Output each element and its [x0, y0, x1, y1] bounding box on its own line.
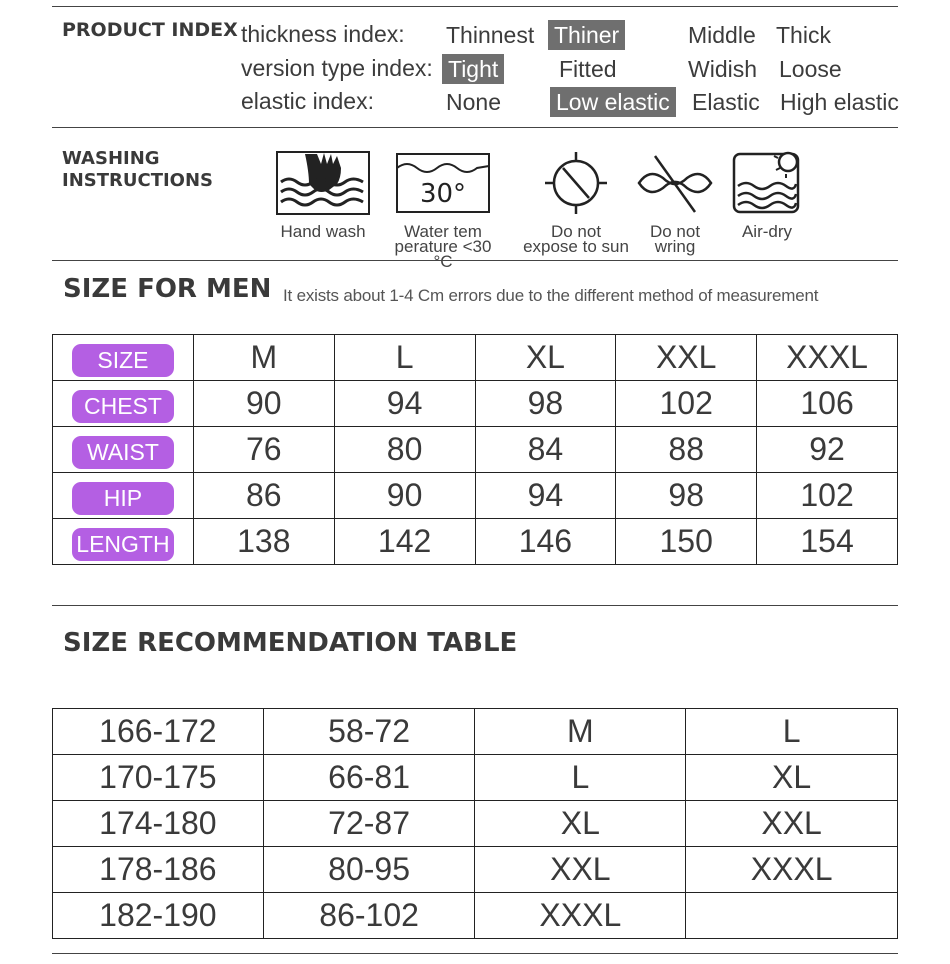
- size-for-men-title: SIZE FOR MEN: [63, 274, 272, 304]
- table-row: [53, 847, 898, 893]
- table-cell: 76: [193, 427, 334, 473]
- table-cell: 80: [334, 427, 475, 473]
- table-cell: 94: [475, 473, 616, 519]
- wash-item-hand-wash: [268, 150, 378, 239]
- row-label-cell: [53, 473, 194, 519]
- table-cell: 94: [334, 381, 475, 427]
- size-header-xxl: XXL: [616, 335, 757, 381]
- wash-item-no-sun: [521, 150, 631, 254]
- version-option-tight: Tight: [442, 54, 504, 84]
- size-for-men-table: [52, 334, 898, 565]
- height-cell: 174-180: [53, 801, 264, 847]
- table-row: [53, 755, 898, 801]
- water-temperature-label: Water tem perature <30 °C: [394, 222, 492, 271]
- size-recommendation-title: SIZE RECOMMENDATION TABLE: [63, 628, 518, 658]
- weight-cell: 58-72: [263, 709, 475, 755]
- bottom-divider: [52, 953, 898, 954]
- thickness-option-thiner: Thiner: [548, 20, 625, 50]
- washing-title-line2: INSTRUCTIONS: [62, 170, 213, 191]
- size-cell: XXL: [475, 847, 686, 893]
- table-cell: 86: [193, 473, 334, 519]
- hand-wash-label: Hand wash: [280, 222, 366, 241]
- top-divider: [52, 6, 898, 7]
- table-row: [53, 709, 898, 755]
- size-cell: XL: [475, 801, 686, 847]
- size-header-pill: SIZE: [72, 344, 174, 377]
- table-cell: 106: [757, 381, 898, 427]
- row-label-cell: [53, 519, 194, 565]
- table-row: [53, 381, 898, 427]
- weight-cell: 72-87: [263, 801, 475, 847]
- alt-size-cell: XXL: [686, 801, 898, 847]
- no-wring-icon: [635, 150, 715, 216]
- hip-pill: HIP: [72, 482, 174, 515]
- size-recommendation-table: [52, 708, 898, 939]
- table-cell: 154: [757, 519, 898, 565]
- table-cell: 90: [334, 473, 475, 519]
- table-cell: 92: [757, 427, 898, 473]
- size-header-l: L: [334, 335, 475, 381]
- height-cell: 170-175: [53, 755, 264, 801]
- size-header-row: [53, 335, 898, 381]
- wash-item-water-temperature: [388, 150, 498, 269]
- table-cell: 142: [334, 519, 475, 565]
- table-cell: 88: [616, 427, 757, 473]
- alt-size-cell: L: [686, 709, 898, 755]
- length-pill: LENGTH: [72, 528, 174, 561]
- wash-item-air-dry: [712, 150, 822, 239]
- version-type-index-label: version type index:: [241, 55, 433, 81]
- thickness-option-middle: Middle: [688, 22, 756, 48]
- table-cell: 98: [616, 473, 757, 519]
- measurement-note: It exists about 1-4 Cm errors due to the different method of measurement: [283, 286, 819, 305]
- no-wring-label: Do not wring: [649, 222, 701, 256]
- no-sun-icon: [543, 150, 609, 216]
- size-men-divider: [52, 605, 898, 606]
- weight-cell: 86-102: [263, 893, 475, 939]
- alt-size-cell: XL: [686, 755, 898, 801]
- size-header-xl: XL: [475, 335, 616, 381]
- elastic-option-none: None: [446, 89, 501, 115]
- water-temp-value: 30°: [419, 179, 467, 209]
- table-cell: 98: [475, 381, 616, 427]
- table-cell: 84: [475, 427, 616, 473]
- version-option-widish: Widish: [688, 56, 758, 82]
- size-cell: XXXL: [475, 893, 686, 939]
- table-cell: 90: [193, 381, 334, 427]
- thickness-index-label: thickness index:: [241, 21, 405, 47]
- thickness-option-thick: Thick: [776, 22, 831, 48]
- elastic-option-low-elastic: Low elastic: [550, 87, 676, 117]
- air-dry-icon: [732, 150, 802, 216]
- hand-wash-icon: [275, 150, 371, 216]
- no-sun-label: Do not expose to sun: [523, 222, 629, 256]
- height-cell: 166-172: [53, 709, 264, 755]
- table-row: [53, 427, 898, 473]
- height-cell: 182-190: [53, 893, 264, 939]
- washing-title-line1: WASHING: [62, 148, 160, 169]
- table-cell: 146: [475, 519, 616, 565]
- elastic-option-high-elastic: High elastic: [780, 89, 899, 115]
- weight-cell: 80-95: [263, 847, 475, 893]
- size-header-m: M: [193, 335, 334, 381]
- water-temperature-icon: [395, 150, 491, 216]
- chest-pill: CHEST: [72, 390, 174, 423]
- thickness-option-thinnest: Thinnest: [446, 22, 535, 48]
- product-index-title: PRODUCT INDEX: [62, 19, 238, 41]
- table-cell: 150: [616, 519, 757, 565]
- row-label-cell: [53, 381, 194, 427]
- table-cell: 102: [616, 381, 757, 427]
- table-row: [53, 893, 898, 939]
- table-row: [53, 519, 898, 565]
- size-header-cell: [53, 335, 194, 381]
- table-cell: 138: [193, 519, 334, 565]
- size-cell: M: [475, 709, 686, 755]
- air-dry-label: Air-dry: [741, 222, 793, 241]
- alt-size-cell: XXXL: [686, 847, 898, 893]
- washing-instructions-title: [62, 148, 213, 192]
- washing-divider: [52, 260, 898, 261]
- waist-pill: WAIST: [72, 436, 174, 469]
- version-option-loose: Loose: [779, 56, 842, 82]
- row-label-cell: [53, 427, 194, 473]
- size-cell: L: [475, 755, 686, 801]
- elastic-option-elastic: Elastic: [692, 89, 760, 115]
- weight-cell: 66-81: [263, 755, 475, 801]
- elastic-index-label: elastic index:: [241, 88, 374, 114]
- table-cell: 102: [757, 473, 898, 519]
- table-row: [53, 473, 898, 519]
- version-option-fitted: Fitted: [559, 56, 617, 82]
- height-cell: 178-186: [53, 847, 264, 893]
- alt-size-cell: [686, 893, 898, 939]
- table-row: [53, 801, 898, 847]
- product-index-divider: [52, 127, 898, 128]
- size-header-xxxl: XXXL: [757, 335, 898, 381]
